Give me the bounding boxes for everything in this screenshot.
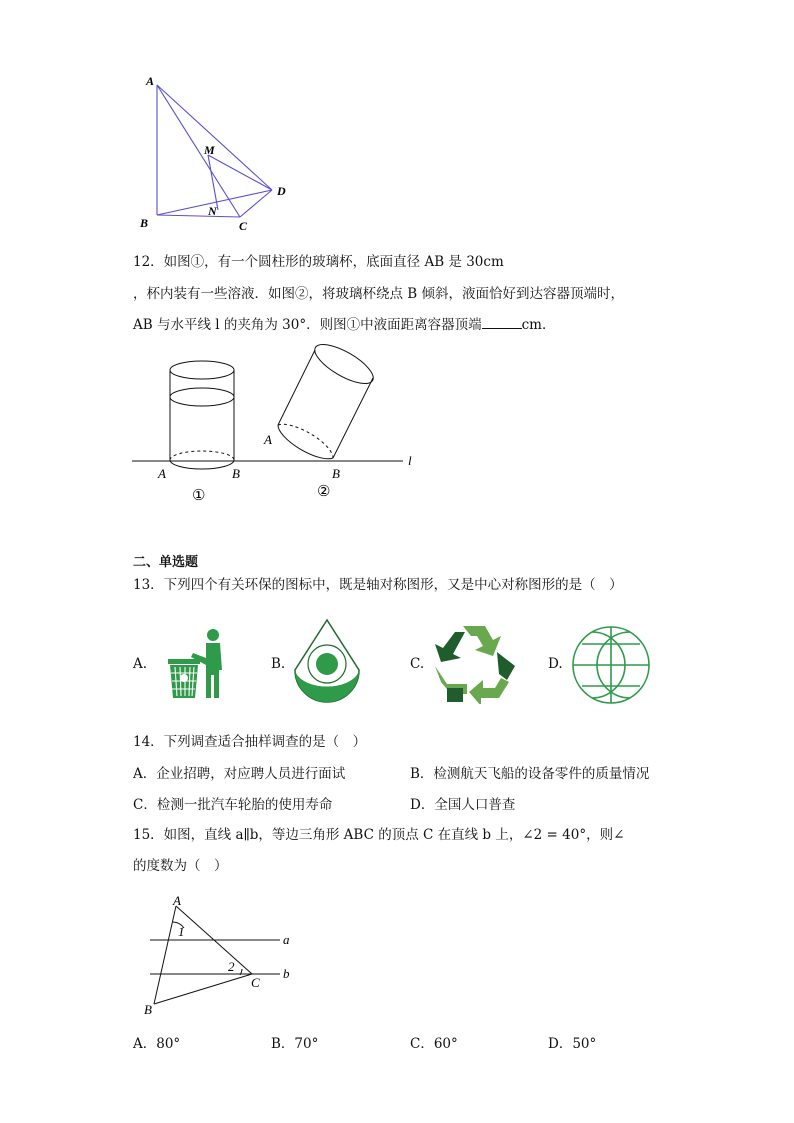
q13-option-D-label[interactable]: D. xyxy=(548,656,563,672)
q13-option-B-label[interactable]: B. xyxy=(271,656,286,672)
label-M: M xyxy=(204,143,215,157)
q12-line3-text: AB 与水平线 l 的夹角为 30°．则图①中液面距离容器顶端 xyxy=(133,317,482,333)
q14-option-B[interactable]: B．检测航天飞船的设备零件的质量情况 xyxy=(410,766,650,782)
q15-line2: 的度数为（ ） xyxy=(133,858,228,874)
q15-label-one: 1 xyxy=(178,924,185,939)
q12-line2: ，杯内装有一些溶液．如图②，将玻璃杯绕点 B 倾斜，液面恰好到达容器顶端时， xyxy=(133,286,625,302)
q15-option-B[interactable]: B．70° xyxy=(271,1036,319,1052)
q15-label-C: C xyxy=(251,975,260,990)
q15-line1: 15．如图，直线 a∥b，等边三角形 ABC 的顶点 C 在直线 b 上，∠2 = 40°，则∠ xyxy=(133,827,625,843)
cylinder-figure xyxy=(130,340,430,505)
parallel-lines-figure xyxy=(140,892,300,1020)
label-A: A xyxy=(146,74,155,88)
drop-circle-icon xyxy=(291,618,363,706)
q14-option-C[interactable]: C．检测一批汽车轮胎的使用寿命 xyxy=(133,797,333,813)
q13-option-A-label[interactable]: A. xyxy=(133,656,148,672)
label-B: B xyxy=(140,216,149,230)
line-label-l: l xyxy=(408,453,412,468)
figure1-marker: ① xyxy=(192,486,206,504)
q14-option-D[interactable]: D．全国人口普查 xyxy=(410,797,516,813)
recycle-icon xyxy=(433,622,519,704)
answer-blank[interactable] xyxy=(482,316,522,329)
q15-option-D[interactable]: D．50° xyxy=(548,1036,597,1052)
q14-option-A[interactable]: A．企业招聘，对应聘人员进行面试 xyxy=(133,766,346,782)
q12-line3-unit: cm． xyxy=(521,317,556,333)
figure2-marker: ② xyxy=(317,482,331,500)
q15-label-A: A xyxy=(173,893,181,908)
fig2-label-A: A xyxy=(264,432,272,447)
label-D: D xyxy=(277,184,286,198)
q15-label-two: 2 xyxy=(228,959,235,974)
q13-stem: 13．下列四个有关环保的图标中，既是轴对称图形，又是中心对称图形的是（ ） xyxy=(133,577,623,593)
label-N: N xyxy=(208,204,217,218)
q12-line3 xyxy=(133,316,555,334)
section-title: 二、单选题 xyxy=(133,555,199,570)
q13-option-C-label[interactable]: C. xyxy=(410,656,425,672)
q14-stem: 14．下列调查适合抽样调查的是（ ） xyxy=(133,734,367,750)
fig1-label-A: A xyxy=(158,466,166,481)
label-C: C xyxy=(239,219,248,233)
globe-icon xyxy=(570,624,652,706)
fig2-label-B: B xyxy=(332,466,340,481)
q15-label-B: B xyxy=(144,1002,152,1017)
pyramid-figure xyxy=(130,65,300,235)
q15-label-a: a xyxy=(283,932,290,947)
trash-person-icon xyxy=(163,625,233,700)
q15-label-b: b xyxy=(283,966,290,981)
fig1-label-B: B xyxy=(232,466,240,481)
q12-line1: 12．如图①，有一个圆柱形的玻璃杯，底面直径 AB 是 30cm xyxy=(133,254,504,270)
q15-option-A[interactable]: A．80° xyxy=(133,1036,181,1052)
q15-option-C[interactable]: C．60° xyxy=(410,1036,458,1052)
